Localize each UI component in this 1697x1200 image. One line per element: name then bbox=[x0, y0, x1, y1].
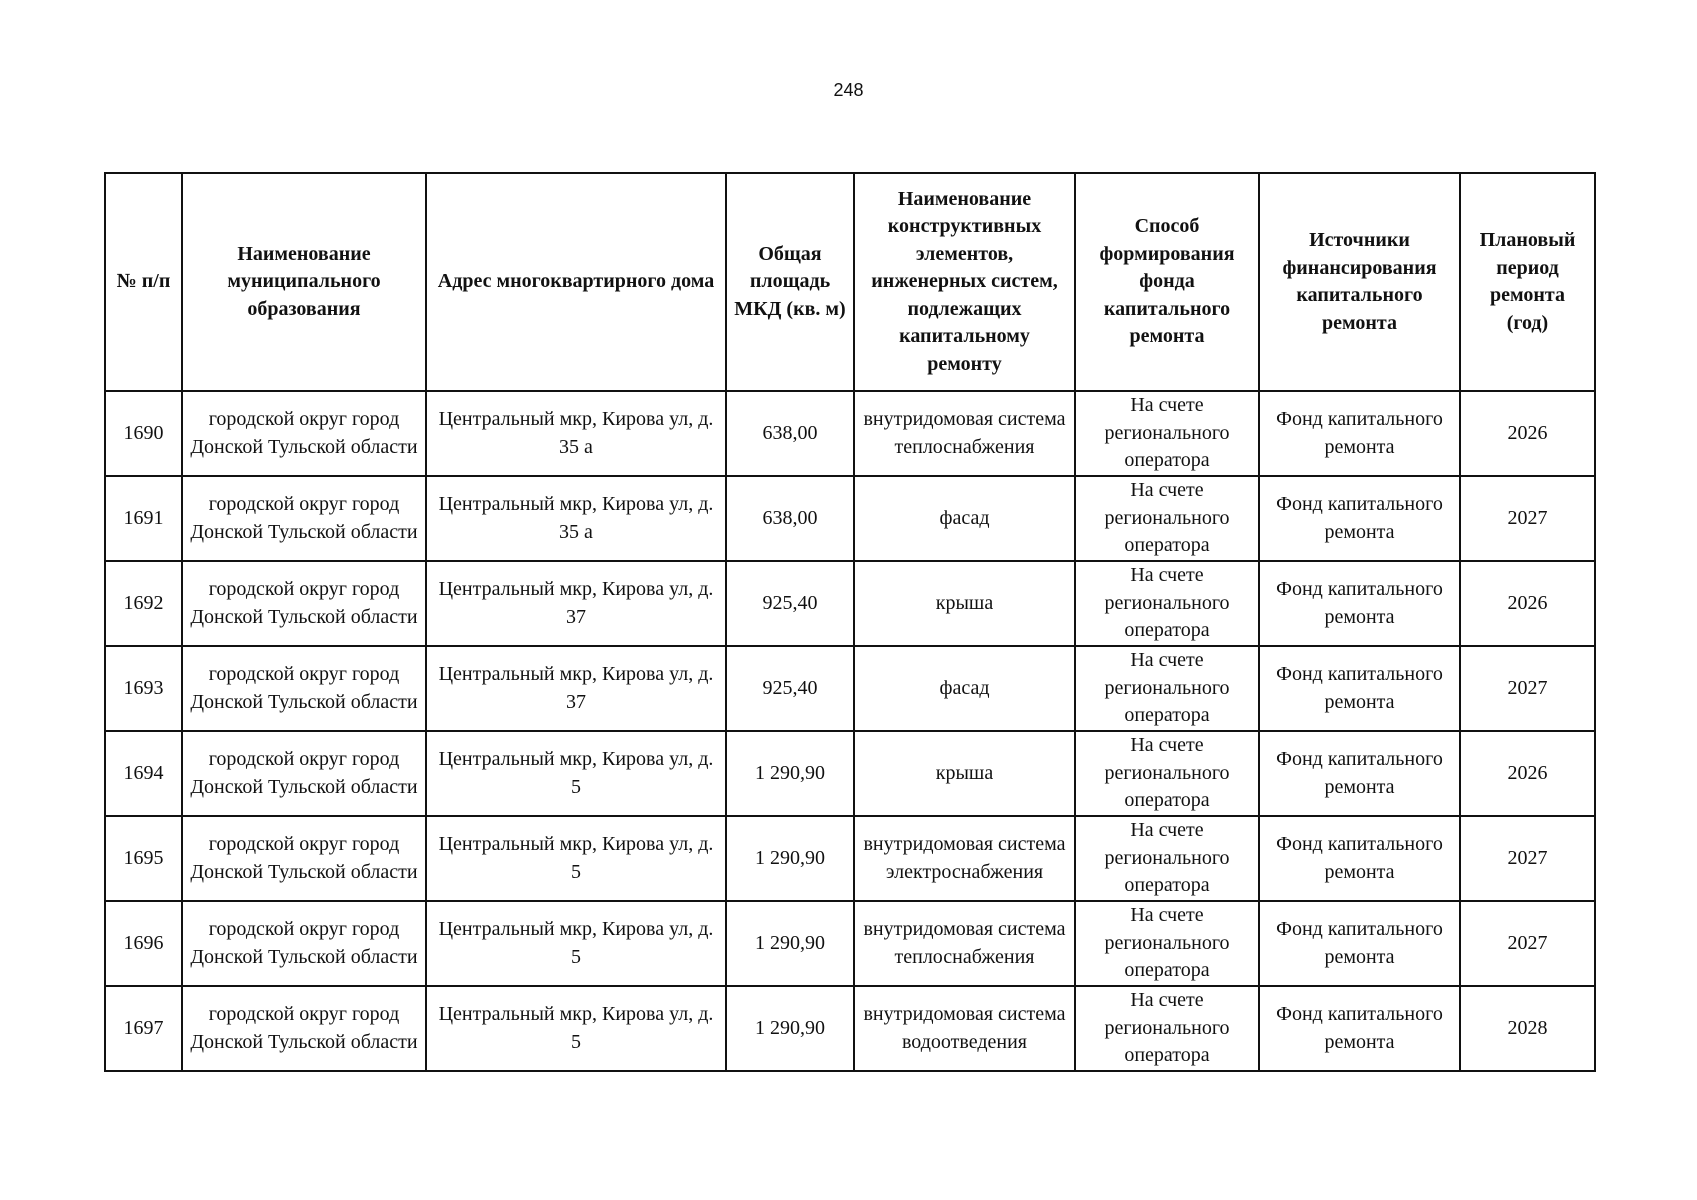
cell-elements: внутридомовая система теплоснабжения bbox=[854, 391, 1075, 476]
table-row bbox=[105, 986, 1595, 1071]
header-funding-source: Источники финансирования капитального ремонта bbox=[1259, 173, 1460, 391]
cell-address: Центральный мкр, Кирова ул, д. 35 а bbox=[426, 391, 726, 476]
cell-elements: внутридомовая система теплоснабжения bbox=[854, 901, 1075, 986]
cell-fund-method: На счете регионального оператора bbox=[1075, 476, 1259, 561]
cell-funding-source: Фонд капитального ремонта bbox=[1259, 561, 1460, 646]
cell-number: 1690 bbox=[105, 391, 182, 476]
cell-funding-source: Фонд капитального ремонта bbox=[1259, 731, 1460, 816]
cell-fund-method: На счете регионального оператора bbox=[1075, 646, 1259, 731]
cell-funding-source: Фонд капитального ремонта bbox=[1259, 816, 1460, 901]
cell-area: 1 290,90 bbox=[726, 901, 854, 986]
cell-number: 1694 bbox=[105, 731, 182, 816]
cell-area: 638,00 bbox=[726, 476, 854, 561]
cell-municipality: городской округ город Донской Тульской области bbox=[182, 901, 426, 986]
cell-municipality: городской округ город Донской Тульской области bbox=[182, 561, 426, 646]
cell-period: 2027 bbox=[1460, 901, 1595, 986]
page-number: 248 bbox=[833, 80, 864, 100]
cell-funding-source: Фонд капитального ремонта bbox=[1259, 986, 1460, 1071]
table-row bbox=[105, 476, 1595, 561]
table-row bbox=[105, 391, 1595, 476]
cell-elements: крыша bbox=[854, 731, 1075, 816]
header-municipality: Наименование муниципального образования bbox=[182, 173, 426, 391]
table-header-row bbox=[105, 173, 1595, 391]
cell-municipality: городской округ город Донской Тульской области bbox=[182, 731, 426, 816]
cell-municipality: городской округ город Донской Тульской области bbox=[182, 476, 426, 561]
cell-area: 925,40 bbox=[726, 561, 854, 646]
cell-number: 1692 bbox=[105, 561, 182, 646]
cell-elements: внутридомовая система электроснабжения bbox=[854, 816, 1075, 901]
table-row bbox=[105, 816, 1595, 901]
header-fund-method: Способ формирования фонда капитального ремонта bbox=[1075, 173, 1259, 391]
cell-funding-source: Фонд капитального ремонта bbox=[1259, 391, 1460, 476]
header-period: Плановый период ремонта (год) bbox=[1460, 173, 1595, 391]
cell-address: Центральный мкр, Кирова ул, д. 35 а bbox=[426, 476, 726, 561]
cell-number: 1693 bbox=[105, 646, 182, 731]
header-number: № п/п bbox=[105, 173, 182, 391]
cell-period: 2027 bbox=[1460, 646, 1595, 731]
cell-period: 2026 bbox=[1460, 561, 1595, 646]
table-row bbox=[105, 561, 1595, 646]
cell-address: Центральный мкр, Кирова ул, д. 37 bbox=[426, 646, 726, 731]
cell-area: 1 290,90 bbox=[726, 816, 854, 901]
cell-address: Центральный мкр, Кирова ул, д. 5 bbox=[426, 901, 726, 986]
header-address: Адрес многоквартирного дома bbox=[426, 173, 726, 391]
cell-fund-method: На счете регионального оператора bbox=[1075, 391, 1259, 476]
cell-funding-source: Фонд капитального ремонта bbox=[1259, 646, 1460, 731]
cell-address: Центральный мкр, Кирова ул, д. 5 bbox=[426, 986, 726, 1071]
table-row bbox=[105, 731, 1595, 816]
cell-fund-method: На счете регионального оператора bbox=[1075, 901, 1259, 986]
cell-number: 1695 bbox=[105, 816, 182, 901]
cell-period: 2026 bbox=[1460, 391, 1595, 476]
cell-municipality: городской округ город Донской Тульской области bbox=[182, 816, 426, 901]
cell-fund-method: На счете регионального оператора bbox=[1075, 986, 1259, 1071]
header-area: Общая площадь МКД (кв. м) bbox=[726, 173, 854, 391]
cell-municipality: городской округ город Донской Тульской области bbox=[182, 391, 426, 476]
cell-elements: внутридомовая система водоотведения bbox=[854, 986, 1075, 1071]
cell-address: Центральный мкр, Кирова ул, д. 5 bbox=[426, 731, 726, 816]
cell-elements: фасад bbox=[854, 646, 1075, 731]
header-elements: Наименование конструктивных элементов, инженерных систем, подлежащих капитальному ремонту bbox=[854, 173, 1075, 391]
cell-fund-method: На счете регионального оператора bbox=[1075, 561, 1259, 646]
cell-area: 1 290,90 bbox=[726, 731, 854, 816]
cell-elements: фасад bbox=[854, 476, 1075, 561]
cell-number: 1691 bbox=[105, 476, 182, 561]
cell-period: 2027 bbox=[1460, 476, 1595, 561]
cell-municipality: городской округ город Донской Тульской области bbox=[182, 986, 426, 1071]
cell-address: Центральный мкр, Кирова ул, д. 37 bbox=[426, 561, 726, 646]
cell-period: 2027 bbox=[1460, 816, 1595, 901]
repair-program-table bbox=[104, 172, 1596, 1072]
cell-number: 1697 bbox=[105, 986, 182, 1071]
cell-period: 2026 bbox=[1460, 731, 1595, 816]
cell-number: 1696 bbox=[105, 901, 182, 986]
cell-area: 1 290,90 bbox=[726, 986, 854, 1071]
cell-address: Центральный мкр, Кирова ул, д. 5 bbox=[426, 816, 726, 901]
cell-municipality: городской округ город Донской Тульской области bbox=[182, 646, 426, 731]
table-row bbox=[105, 646, 1595, 731]
cell-area: 638,00 bbox=[726, 391, 854, 476]
cell-fund-method: На счете регионального оператора bbox=[1075, 816, 1259, 901]
table-row bbox=[105, 901, 1595, 986]
cell-area: 925,40 bbox=[726, 646, 854, 731]
cell-period: 2028 bbox=[1460, 986, 1595, 1071]
cell-funding-source: Фонд капитального ремонта bbox=[1259, 476, 1460, 561]
cell-elements: крыша bbox=[854, 561, 1075, 646]
cell-fund-method: На счете регионального оператора bbox=[1075, 731, 1259, 816]
cell-funding-source: Фонд капитального ремонта bbox=[1259, 901, 1460, 986]
